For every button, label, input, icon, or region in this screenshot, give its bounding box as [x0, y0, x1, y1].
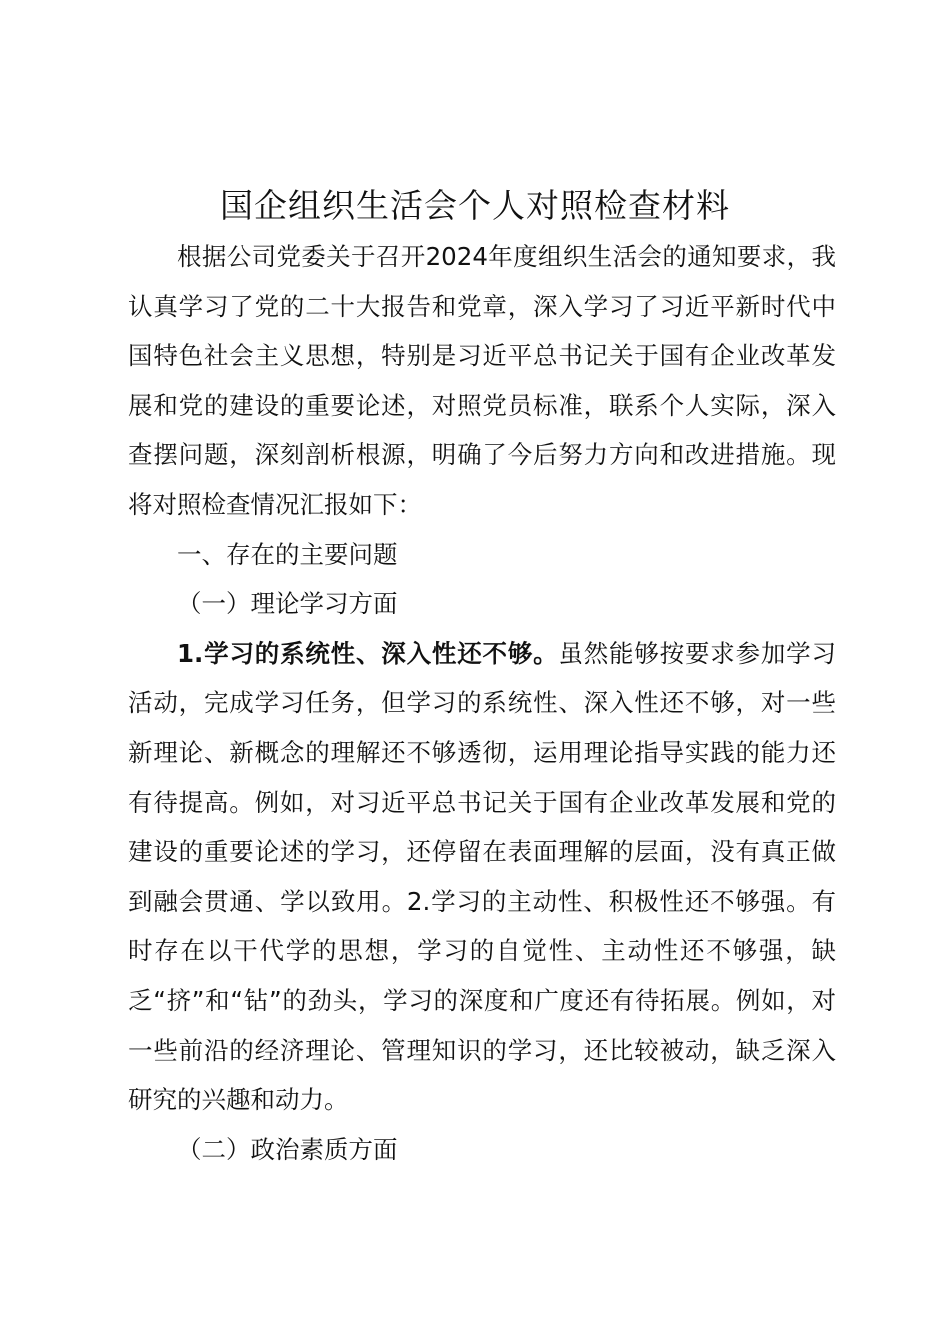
document-title: 国企组织生活会个人对照检查材料	[220, 186, 730, 225]
point-body-text: 虽然能够按要求参加学习活动，完成学习任务，但学习的系统性、深入性还不够，对一些新理论、新概念的理解还不够透彻，运用理论指导实践的能力还有待提高。例如，对习近平总书记关于国有企业改革发展和党的建设的重要论述的学习，还停留在表面理解的层面，没有真正做到融会贯通、学以致用。2.学习的主动性、积极性还不够强。有时存在以干代学的思想，学习的自觉性、主动性还不够强，缺乏“挤”和“钻”的劲头，学习的深度和广度还有待拓展。例如，对一些前沿的经济理论、管理知识的学习，还比较被动，缺乏深入研究的兴趣和动力。	[128, 638, 836, 1115]
subsection-heading-political-quality: （二）政治素质方面	[177, 1134, 398, 1164]
section-heading-main-problems: 一、存在的主要问题	[177, 539, 398, 569]
point-paragraph-study	[128, 629, 836, 1125]
intro-paragraph: 根据公司党委关于召开2024年度组织生活会的通知要求，我认真学习了党的二十大报告和党章，深入学习了习近平新时代中国特色社会主义思想，特别是习近平总书记关于国有企业改革发展和党的建设的重要论述，对照党员标准，联系个人实际，深入查摆问题，深刻剖析根源，明确了今后努力方向和改进措施。现将对照检查情况汇报如下：	[128, 242, 836, 519]
subsection-heading-theory-study: （一）理论学习方面	[177, 589, 398, 619]
point-lead-text: 1.学习的系统性、深入性还不够。	[177, 638, 559, 668]
document-body	[128, 232, 836, 1174]
